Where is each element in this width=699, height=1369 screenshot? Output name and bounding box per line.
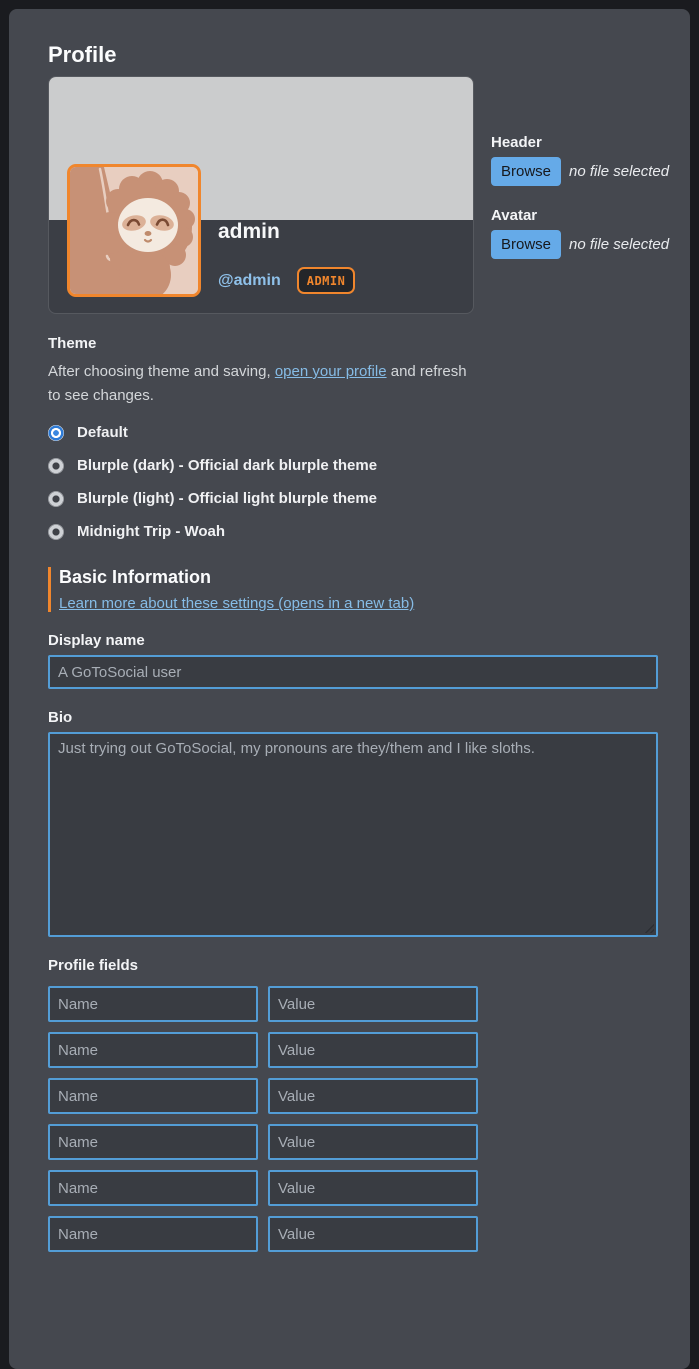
radio-icon[interactable] (48, 458, 64, 474)
field-name-input[interactable] (48, 986, 258, 1022)
theme-desc-before: After choosing theme and saving, (48, 363, 275, 380)
field-value-input[interactable] (268, 1124, 478, 1160)
preview-display-name: admin (218, 220, 280, 243)
theme-desc-after: and refresh to see changes. (48, 363, 467, 404)
theme-option-label: Blurple (dark) - Official dark blurple theme (77, 457, 378, 474)
avatar-file-status: no file selected (569, 236, 670, 253)
avatar (67, 164, 201, 297)
bio-group (48, 709, 658, 937)
display-name-group (48, 632, 658, 689)
sloth-avatar-image (70, 167, 198, 294)
avatar-upload-row (491, 230, 691, 259)
profile-field-row (48, 986, 658, 1022)
field-value-input[interactable] (268, 1170, 478, 1206)
field-value-input[interactable] (268, 1032, 478, 1068)
basic-information-heading: Basic Information (59, 567, 212, 587)
field-name-input[interactable] (48, 1170, 258, 1206)
page-title: Profile (48, 42, 117, 67)
radio-icon[interactable] (48, 491, 64, 507)
radio-checked-icon[interactable] (48, 425, 64, 441)
learn-more-link[interactable]: Learn more about these settings (opens in a new tab) (59, 595, 415, 612)
display-name-input[interactable] (48, 655, 658, 689)
theme-label: Theme (48, 335, 97, 352)
avatar-browse-button[interactable]: Browse (491, 230, 561, 259)
theme-option-default[interactable] (48, 424, 658, 441)
display-name-label: Display name (48, 632, 145, 649)
upload-column (491, 134, 691, 280)
preview-username: @admin (218, 271, 281, 289)
field-value-input[interactable] (268, 986, 478, 1022)
profile-preview-card (48, 76, 474, 314)
preview-userline (218, 267, 355, 294)
field-value-input[interactable] (268, 1216, 478, 1252)
theme-description (48, 360, 468, 408)
profile-field-row (48, 1078, 658, 1114)
profile-field-row (48, 1032, 658, 1068)
open-profile-link[interactable]: open your profile (274, 363, 387, 380)
field-name-input[interactable] (48, 1216, 258, 1252)
profile-field-row (48, 1170, 658, 1206)
header-browse-button[interactable]: Browse (491, 157, 561, 186)
radio-icon[interactable] (48, 524, 64, 540)
settings-panel (9, 9, 690, 1369)
theme-option-label: Blurple (light) - Official light blurple theme (77, 490, 377, 507)
theme-option-label: Midnight Trip - Woah (77, 523, 226, 540)
theme-option-midnight-trip[interactable] (48, 523, 658, 540)
header-upload-label: Header (491, 134, 542, 151)
profile-fields-label: Profile fields (48, 957, 139, 974)
bio-label: Bio (48, 709, 73, 726)
avatar-upload-label: Avatar (491, 207, 538, 224)
profile-preview-row (48, 76, 670, 314)
field-name-input[interactable] (48, 1032, 258, 1068)
theme-section (48, 335, 658, 540)
theme-options (48, 424, 658, 540)
basic-information-section-head (48, 567, 658, 612)
profile-fields-grid (48, 986, 658, 1252)
header-file-status: no file selected (569, 163, 670, 180)
theme-option-blurple-dark[interactable] (48, 457, 658, 474)
profile-field-row (48, 1124, 658, 1160)
bio-textarea[interactable] (48, 732, 658, 937)
profile-fields-group (48, 957, 658, 1252)
field-name-input[interactable] (48, 1124, 258, 1160)
profile-field-row (48, 1216, 658, 1252)
theme-option-label: Default (77, 424, 128, 441)
field-name-input[interactable] (48, 1078, 258, 1114)
admin-role-badge: ADMIN (297, 267, 356, 294)
field-value-input[interactable] (268, 1078, 478, 1114)
header-upload-row (491, 157, 691, 186)
theme-option-blurple-light[interactable] (48, 490, 658, 507)
